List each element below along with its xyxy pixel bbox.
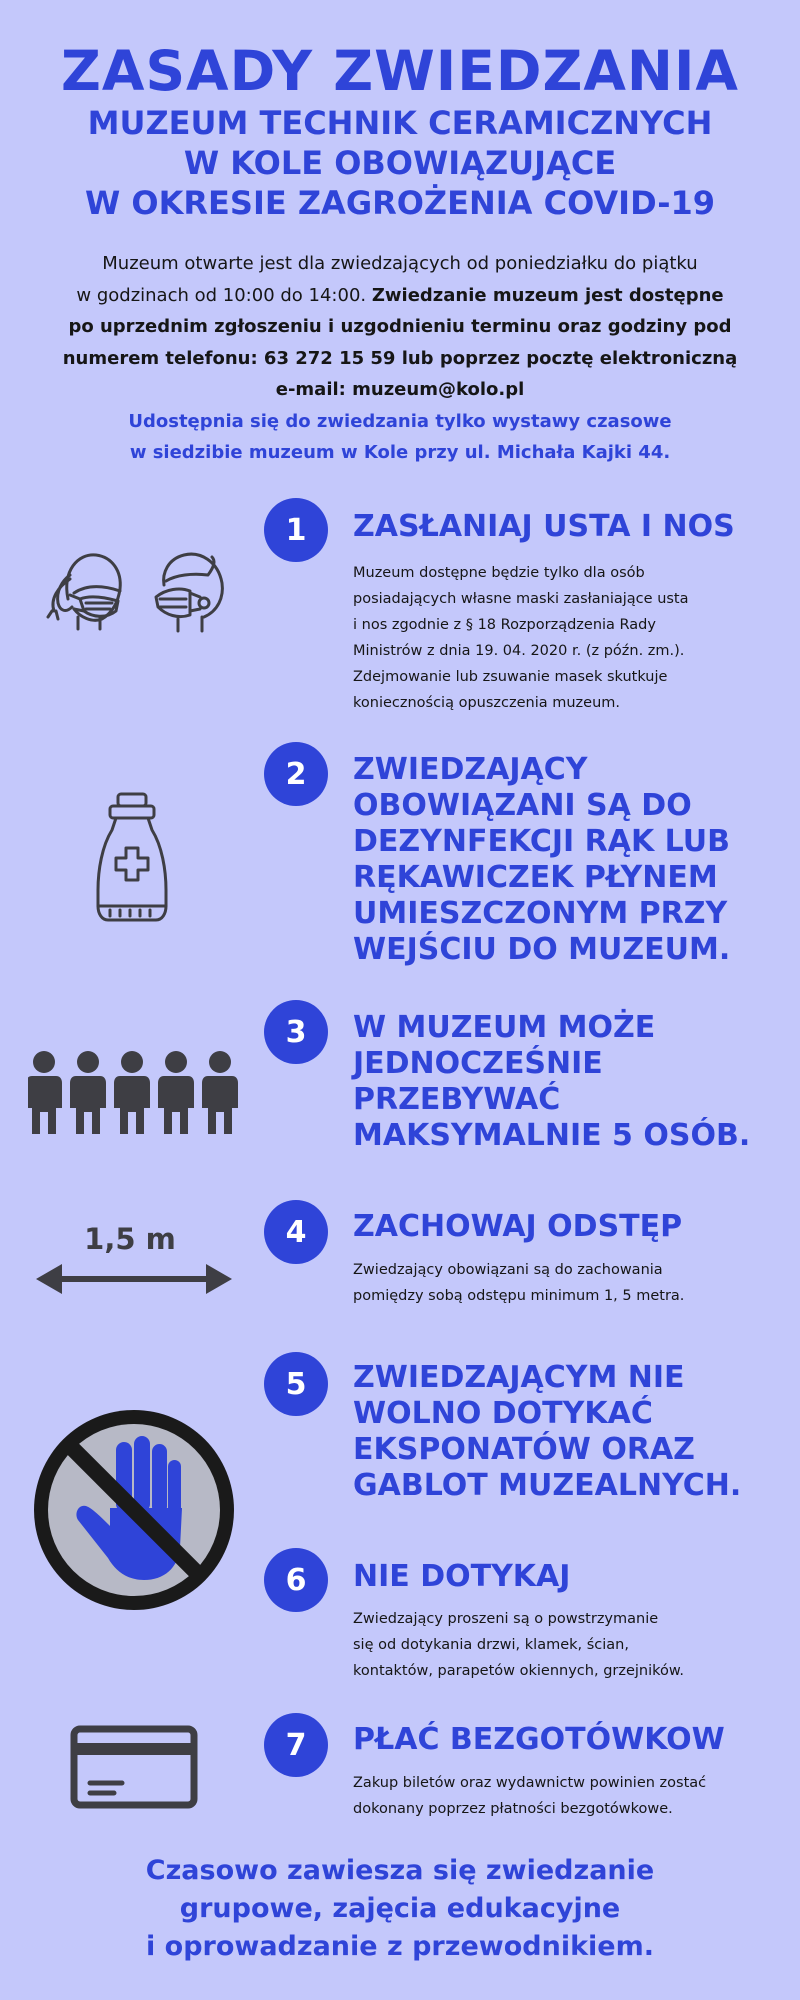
desc-line: się od dotykania drzwi, klamek, ścian, [353, 1637, 629, 1653]
people-group-icon [28, 1048, 240, 1134]
desc-line: Muzeum dostępne będzie tylko dla osób [353, 565, 645, 581]
rule-number-4: 4 [264, 1200, 328, 1264]
distance-label: 1,5 m [84, 1222, 176, 1256]
rule-heading-3 [353, 1010, 783, 1154]
footer-line: Czasowo zawiesza się zwiedzanie [145, 1855, 655, 1886]
page-title: ZASADY ZWIEDZANIA [61, 39, 739, 103]
rule-number-3: 3 [264, 1000, 328, 1064]
no-touch-hand-icon [32, 1408, 236, 1612]
credit-card-icon [70, 1725, 198, 1809]
heading-line: OBOWIĄZANI SĄ DO [353, 788, 692, 823]
footer-line: grupowe, zajęcia edukacyjne [179, 1893, 621, 1924]
heading-line: UMIESZCZONYM PRZY [353, 896, 728, 931]
rule-description-4 [353, 1257, 783, 1309]
intro-bold: Zwiedzanie muzeum jest dostępne [371, 284, 724, 306]
rule-number-7: 7 [264, 1713, 328, 1777]
desc-line: Zwiedzający proszeni są o powstrzymanie [353, 1611, 659, 1627]
rule-number-1: 1 [264, 498, 328, 562]
rule-description-1 [353, 560, 783, 716]
intro-paragraph [60, 248, 740, 469]
intro-line: po uprzednim zgłoszeniu i uzgodnieniu terminu oraz godziny pod [68, 316, 732, 337]
rule-number-2: 2 [264, 742, 328, 806]
footer-line: i oprowadzanie z przewodnikiem. [145, 1931, 654, 1962]
rule-heading-6: NIE DOTYKAJ [353, 1559, 571, 1594]
intro-line [60, 280, 740, 312]
heading-line: JEDNOCZEŚNIE [353, 1046, 603, 1081]
rule-number-6: 6 [264, 1548, 328, 1612]
face-mask-woman-icon [40, 545, 132, 637]
rule-heading-5 [353, 1360, 783, 1504]
heading-line: WEJŚCIU DO MUZEUM. [353, 932, 731, 967]
intro-line: Muzeum otwarte jest dla zwiedzających od poniedziałku do piątku [102, 253, 698, 274]
sanitizer-bottle-icon [92, 790, 172, 925]
distance-arrow-icon [36, 1262, 232, 1296]
intro-hours: w godzinach od 10:00 do 14:00. [76, 284, 372, 306]
desc-line: kontaktów, parapetów okiennych, grzejników. [353, 1663, 685, 1679]
rule-description-6 [353, 1606, 783, 1684]
desc-line: i nos zgodnie z § 18 Rozporządzenia Rady [353, 617, 656, 633]
intro-exhibition-line: Udostępnia się do zwiedzania tylko wystawy czasowe [128, 410, 672, 432]
desc-line: Zakup biletów oraz wydawnictw powinien zostać [353, 1775, 707, 1791]
heading-line: DEZYNFEKCJI RĄK LUB [353, 824, 730, 859]
footer-notice [0, 1852, 800, 1966]
desc-line: Ministrów z dnia 19. 04. 2020 r. (z późn. zm.). [353, 643, 685, 659]
heading-line: EKSPONATÓW ORAZ [353, 1432, 695, 1467]
heading-line: MAKSYMALNIE 5 OSÓB. [353, 1118, 751, 1153]
desc-line: Zwiedzający obowiązani są do zachowania [353, 1262, 663, 1278]
heading-line: ZWIEDZAJĄCY [353, 752, 588, 787]
intro-email-line: e-mail: muzeum@kolo.pl [275, 379, 525, 400]
rule-number-5: 5 [264, 1352, 328, 1416]
heading-line: WOLNO DOTYKAĆ [353, 1396, 653, 1431]
heading-line: PRZEBYWAĆ [353, 1082, 561, 1117]
intro-phone-line: numerem telefonu: 63 272 15 59 lub poprzez pocztę elektroniczną [62, 347, 738, 369]
subtitle-line: MUZEUM TECHNIK CERAMICZNYCH [87, 104, 713, 142]
rule-description-7 [353, 1770, 783, 1822]
desc-line: posiadających własne maski zasłaniające usta [353, 591, 689, 607]
rule-heading-1: ZASŁANIAJ USTA I NOS [353, 509, 735, 544]
desc-line: koniecznością opuszczenia muzeum. [353, 695, 621, 711]
heading-line: W MUZEUM MOŻE [353, 1010, 656, 1045]
desc-line: Zdejmowanie lub zsuwanie masek skutkuje [353, 669, 668, 685]
rule-heading-7: PŁAĆ BEZGOTÓWKOW [353, 1722, 725, 1757]
page-subtitle [0, 103, 800, 223]
rule-heading-4: ZACHOWAJ ODSTĘP [353, 1209, 683, 1244]
intro-address-line: w siedzibie muzeum w Kole przy ul. Michała Kajki 44. [129, 442, 671, 463]
subtitle-line: W OKRESIE ZAGROŻENIA COVID-19 [84, 184, 716, 222]
heading-line: ZWIEDZAJĄCYM NIE [353, 1360, 685, 1395]
subtitle-line: W KOLE OBOWIĄZUJĄCE [183, 144, 617, 182]
desc-line: dokonany poprzez płatności bezgotówkowe. [353, 1801, 673, 1817]
heading-line: GABLOT MUZEALNYCH. [353, 1468, 742, 1503]
desc-line: pomiędzy sobą odstępu minimum 1, 5 metra. [353, 1288, 685, 1304]
heading-line: RĘKAWICZEK PŁYNEM [353, 860, 718, 895]
rule-heading-2 [353, 752, 783, 968]
face-mask-man-icon [148, 545, 230, 637]
